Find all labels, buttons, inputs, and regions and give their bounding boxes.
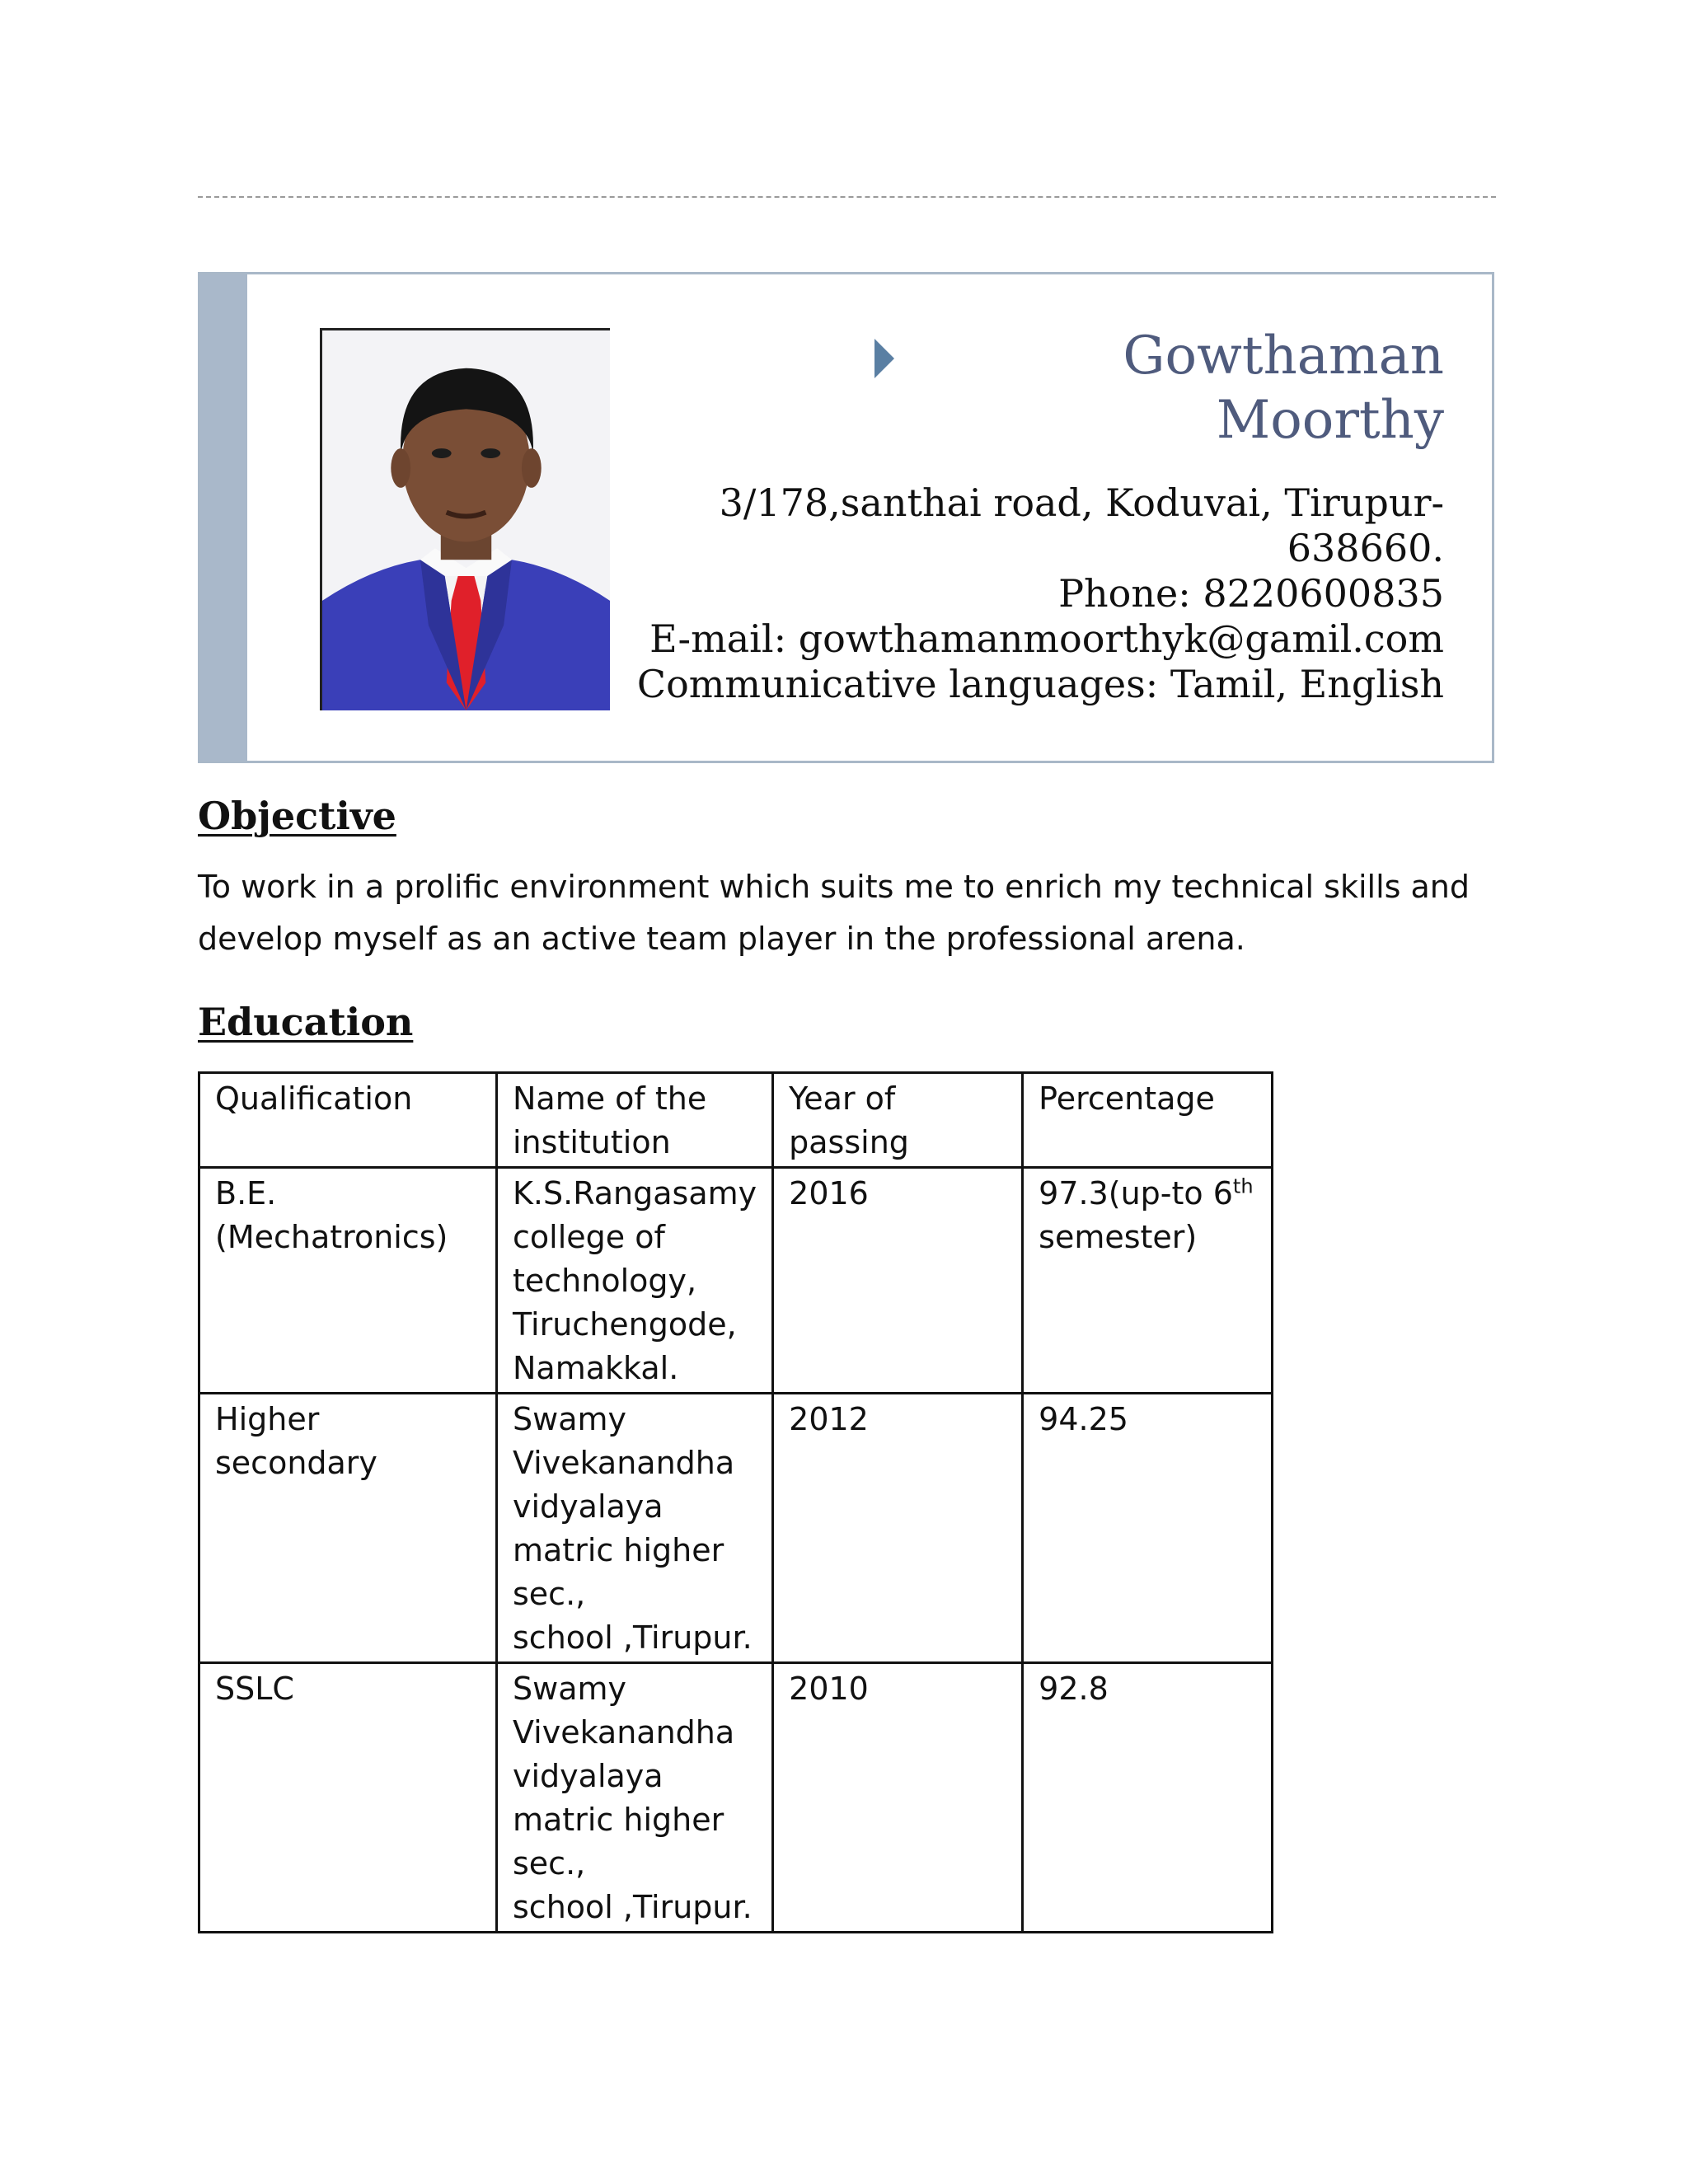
address-line-1: 3/178,santhai road, Koduvai, Tirupur-: [719, 480, 1444, 525]
header-qualification: Qualification: [199, 1073, 497, 1168]
candidate-name: [867, 324, 1444, 452]
header-year: Year of passing: [773, 1073, 1023, 1168]
percentage-cell: 92.8: [1023, 1663, 1273, 1933]
table-row: [199, 1168, 1273, 1394]
institution-cell: Swamy Vivekanandha vidyalaya matric higher sec., school ,Tirupur.: [497, 1663, 773, 1933]
education-heading: Education: [198, 1000, 414, 1044]
percentage-superscript: th: [1232, 1174, 1254, 1198]
year-cell: 2012: [773, 1394, 1023, 1663]
header-accent-bar: [200, 274, 247, 761]
year-cell: 2010: [773, 1663, 1023, 1933]
email: E-mail: gowthamanmoorthyk@gamil.com: [649, 616, 1444, 661]
percentage-rest: semester): [1039, 1219, 1198, 1255]
top-dashed-rule: [198, 196, 1496, 198]
percentage-main: 97.3(up-to 6: [1039, 1175, 1233, 1212]
qualification-cell: B.E.(Mechatronics): [199, 1168, 497, 1394]
institution-cell: Swamy Vivekanandha vidyalaya matric higher sec., school ,Tirupur.: [497, 1394, 773, 1663]
education-table: [198, 1071, 1273, 1933]
address-line-2: 638660.: [1287, 526, 1444, 570]
contact-info: [537, 480, 1444, 707]
name-first: Gowthaman: [1123, 326, 1444, 387]
header-institution: Name of the institution: [497, 1073, 773, 1168]
phone: Phone: 8220600835: [1058, 571, 1444, 616]
qualification-cell: Higher secondary: [199, 1394, 497, 1663]
languages: Communicative languages: Tamil, English: [636, 662, 1444, 706]
resume-header: [198, 272, 1494, 763]
qualification-cell: SSLC: [199, 1663, 497, 1933]
table-row: [199, 1663, 1273, 1933]
percentage-cell: 94.25: [1023, 1394, 1273, 1663]
year-cell: 2016: [773, 1168, 1023, 1394]
table-row: [199, 1394, 1273, 1663]
objective-text: To work in a prolific environment which suits me to enrich my technical skills and develop myself as an active team player in the professional arena.: [198, 869, 1470, 957]
header-percentage: Percentage: [1023, 1073, 1273, 1168]
objective-heading: Objective: [198, 794, 396, 838]
name-last: Moorthy: [1216, 390, 1444, 451]
institution-cell: K.S.Rangasamy college of technology, Tiruchengode, Namakkal.: [497, 1168, 773, 1394]
percentage-cell: [1023, 1168, 1273, 1394]
table-header-row: [199, 1073, 1273, 1168]
